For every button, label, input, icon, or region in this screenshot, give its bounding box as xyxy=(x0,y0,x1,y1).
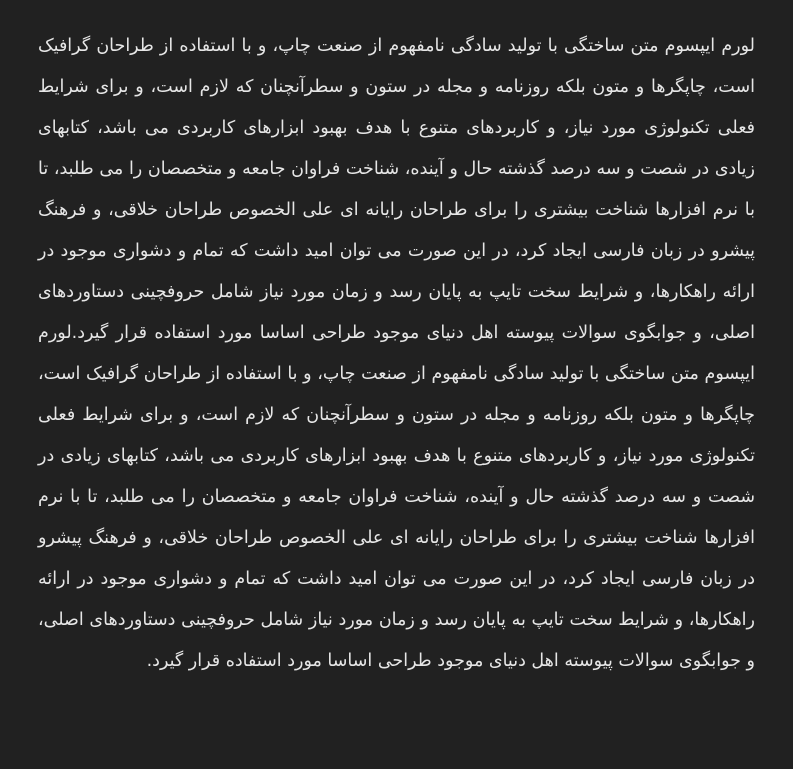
body-paragraph: لورم ایپسوم متن ساختگی با تولید سادگی نامفهوم از صنعت چاپ، و با استفاده از طراحان گرافیک است، چاپگرها و متون بلکه روزنامه و مجله در ستون و سطرآنچنان که لازم است، و برای شرایط فعلی تکنولوژی مورد نیاز، و کاربردهای متنوع با هدف بهبود ابزارهای کاربردی می باشد، کتابهای زیادی در شصت و سه درصد گذشته حال و آینده، شناخت فراوان جامعه و متخصصان را می طلبد، تا با نرم افزارها شناخت بیشتری را برای طراحان رایانه ای علی الخصوص طراحان خلاقی، و فرهنگ پیشرو در زبان فارسی ایجاد کرد، در این صورت می توان امید داشت که تمام و دشواری موجود در ارائه راهکارها، و شرایط سخت تایپ به پایان رسد و زمان مورد نیاز شامل حروفچینی دستاوردهای اصلی، و جوابگوی سوالات پیوسته اهل دنیای موجود طراحی اساسا مورد استفاده قرار گیرد.لورم ایپسوم متن ساختگی با تولید سادگی نامفهوم از صنعت چاپ، و با استفاده از طراحان گرافیک است، چاپگرها و متون بلکه روزنامه و مجله در ستون و سطرآنچنان که لازم است، و برای شرایط فعلی تکنولوژی مورد نیاز، و کاربردهای متنوع با هدف بهبود ابزارهای کاربردی می باشد، کتابهای زیادی در شصت و سه درصد گذشته حال و آینده، شناخت فراوان جامعه و متخصصان را می طلبد، تا با نرم افزارها شناخت بیشتری را برای طراحان رایانه ای علی الخصوص طراحان خلاقی، و فرهنگ پیشرو در زبان فارسی ایجاد کرد، در این صورت می توان امید داشت که تمام و دشواری موجود در ارائه راهکارها، و شرایط سخت تایپ به پایان رسد و زمان مورد نیاز شامل حروفچینی دستاوردهای اصلی، و جوابگوی سوالات پیوسته اهل دنیای موجود طراحی اساسا مورد استفاده قرار گیرد. xyxy=(38,36,755,671)
